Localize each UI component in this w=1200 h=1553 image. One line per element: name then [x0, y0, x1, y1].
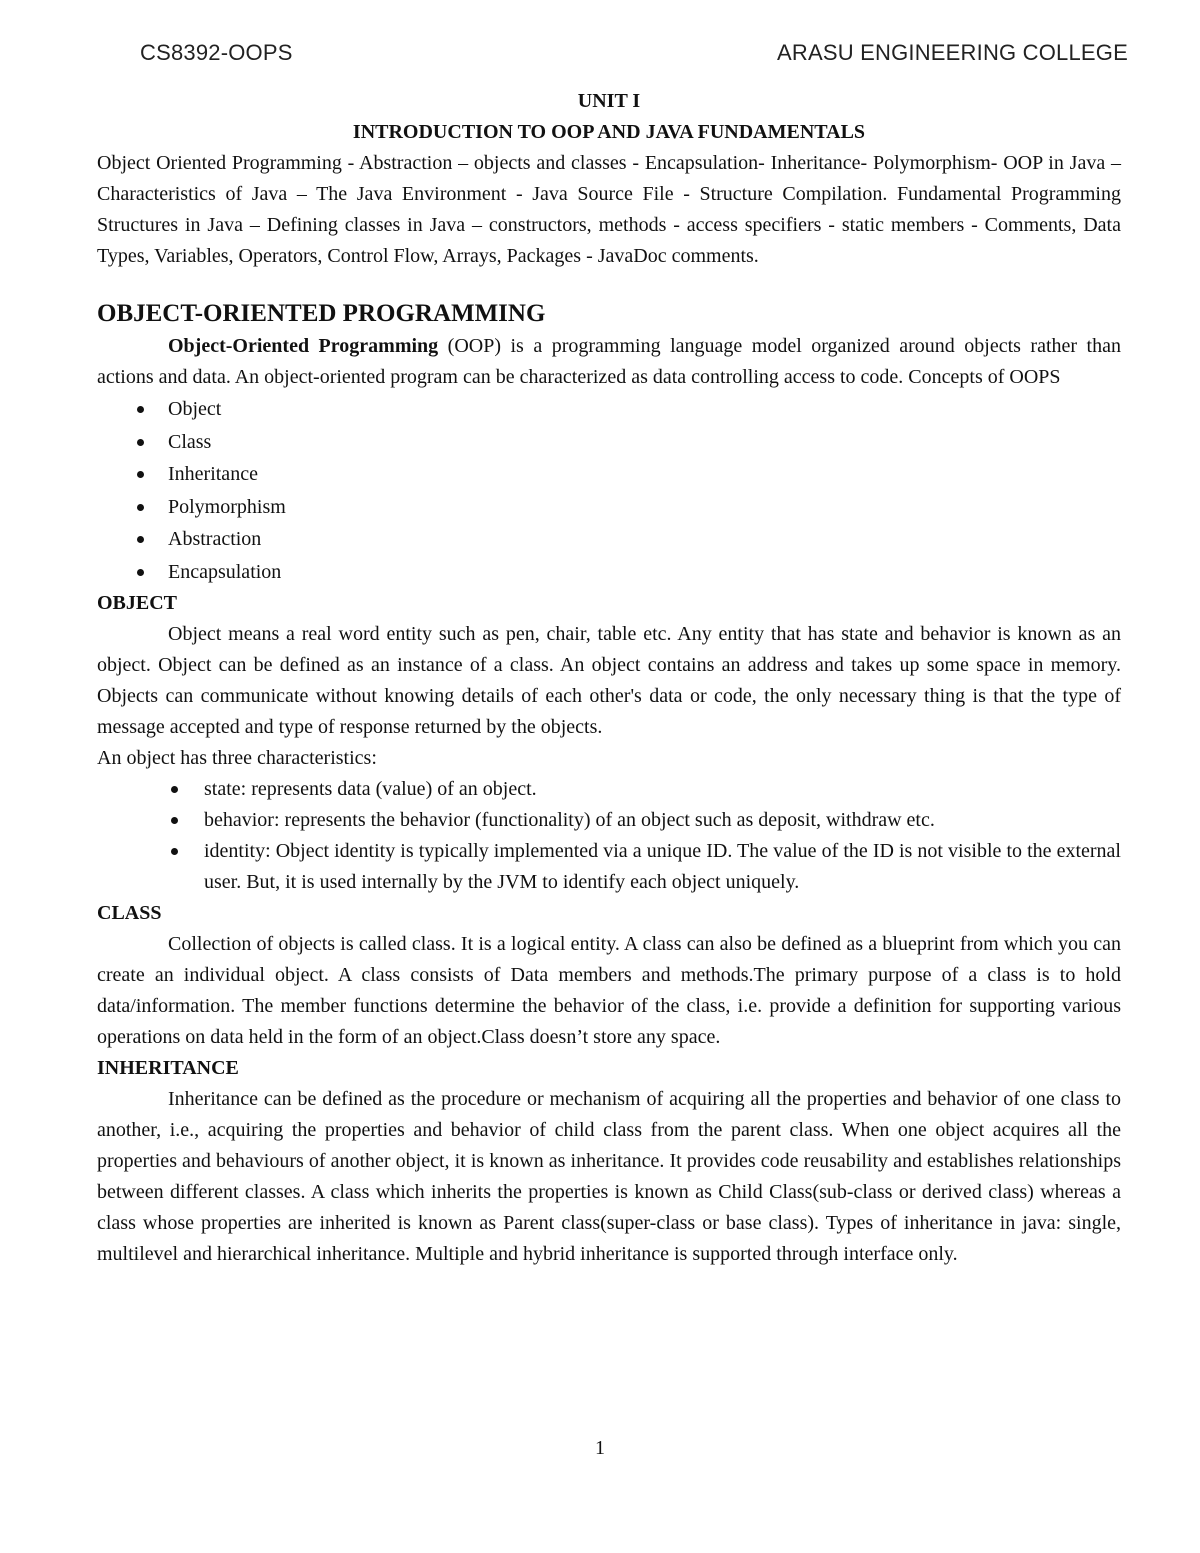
page-content: [97, 86, 1121, 1270]
oop-intro: [97, 331, 1121, 393]
oop-heading: OBJECT-ORIENTED PROGRAMMING: [97, 300, 546, 327]
class-heading: CLASS: [97, 902, 162, 924]
oop-concepts-list: [97, 393, 1121, 588]
unit-title: UNIT I: [577, 90, 641, 112]
oop-intro-text: (OOP) is a programming language model organized around objects rather than actions and data. An object-oriented program can be characterized as data controlling access to code. Concepts of OOPS: [97, 335, 1121, 388]
object-heading: OBJECT: [97, 592, 178, 614]
object-lead: An object has three characteristics:: [97, 747, 377, 769]
header-college-name: ARASU ENGINEERING COLLEGE: [777, 40, 1128, 65]
list-item: Class: [97, 426, 1121, 459]
unit-syllabus: Object Oriented Programming - Abstraction – objects and classes - Encapsulation- Inheritance- Polymorphism- OOP in Java – Characteristics of Java – The Java Environment - Java Source File - Structure Compilation. Fundamental Programming Structures in Java – Defining classes in Java – constructors, methods - access specifiers - static members - Comments, Data Types, Variables, Operators, Control Flow, Arrays, Packages - JavaDoc comments.: [97, 152, 1121, 267]
list-item: Abstraction: [97, 523, 1121, 556]
object-characteristics-list: [97, 774, 1121, 898]
list-item: Object: [97, 393, 1121, 426]
list-item: behavior: represents the behavior (functionality) of an object such as deposit, withdraw etc.: [97, 805, 1121, 836]
list-item: Polymorphism: [97, 491, 1121, 524]
inheritance-heading: INHERITANCE: [97, 1057, 239, 1079]
inheritance-paragraph: Inheritance can be defined as the procedure or mechanism of acquiring all the properties and behavior of one class to another, i.e., acquiring the properties and behavior of child class from the parent class. When one object acquires all the properties and behaviours of another object, it is known as inheritance. It provides code reusability and establishes relationships between different classes. A class which inherits the properties is known as Child Class(sub-class or derived class) whereas a class whose properties are inherited is known as Parent class(super-class or base class). Types of inheritance in java: single, multilevel and hierarchical inheritance. Multiple and hybrid inheritance is supported through interface only.: [97, 1088, 1121, 1265]
list-item: identity: Object identity is typically implemented via a unique ID. The value of the ID is not visible to the external user. But, it is used internally by the JVM to identify each object uniquely.: [97, 836, 1121, 898]
list-item: Inheritance: [97, 458, 1121, 491]
unit-subtitle: INTRODUCTION TO OOP AND JAVA FUNDAMENTALS: [352, 121, 866, 143]
object-paragraph: Object means a real word entity such as pen, chair, table etc. Any entity that has state and behavior is known as an object. Object can be defined as an instance of a class. An object contains an address and takes up some space in memory. Objects can communicate without knowing details of each other's data or code, the only necessary thing is that the type of message accepted and type of response returned by the objects.: [97, 623, 1121, 738]
page-number: 1: [595, 1437, 605, 1459]
oop-intro-term: Object-Oriented Programming: [168, 335, 439, 357]
list-item: state: represents data (value) of an object.: [97, 774, 1121, 805]
list-item: Encapsulation: [97, 556, 1121, 589]
class-paragraph: Collection of objects is called class. It is a logical entity. A class can also be defined as a blueprint from which you can create an individual object. A class consists of Data members and methods.The primary purpose of a class is to hold data/information. The member functions determine the behavior of the class, i.e. provide a definition for supporting various operations on data held in the form of an object.Class doesn’t store any space.: [97, 933, 1121, 1048]
header-course-code: CS8392-OOPS: [140, 40, 293, 65]
